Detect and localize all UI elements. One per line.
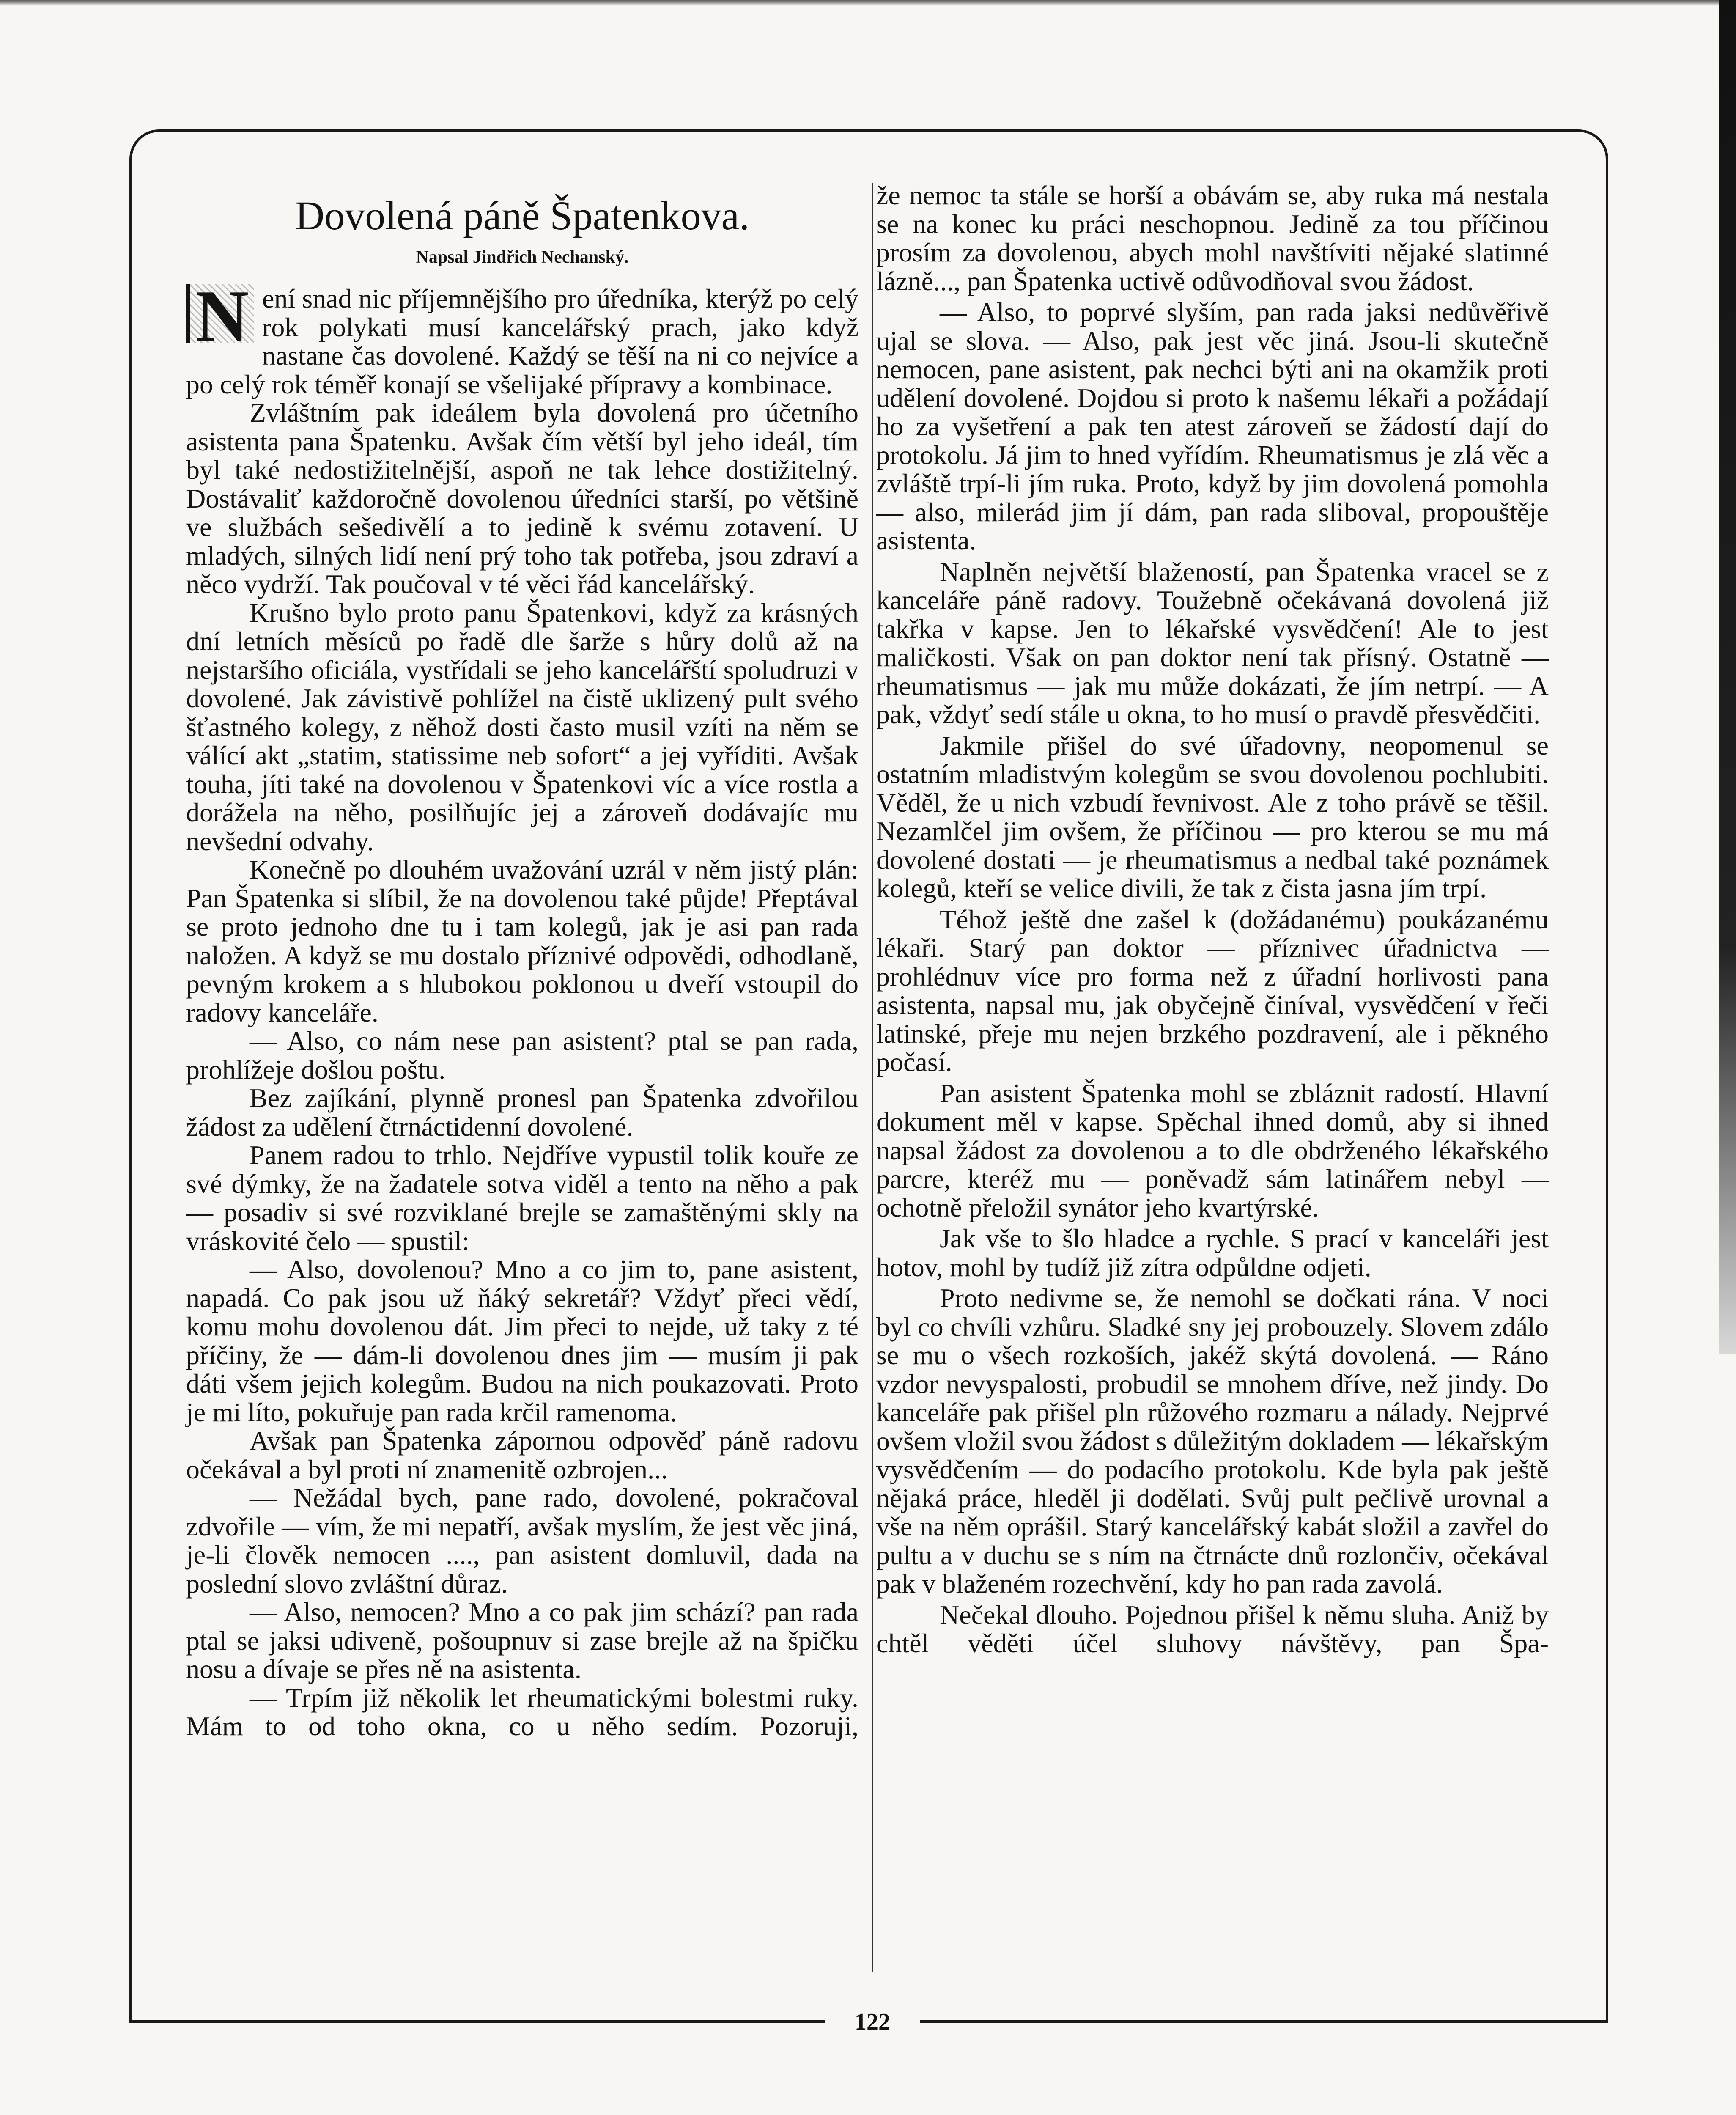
paragraph: — Also, co nám nese pan asistent? ptal se pan rada, prohlížeje došlou poštu. bbox=[186, 1026, 858, 1085]
paragraph: — Nežádal bych, pane rado, dovolené, pokračoval zdvořile — vím, že mi nepatří, avšak myslím, že jest věc jiná, je-li člověk nemocen ...., pan asistent domluvil, dada na poslední slovo zvláštní důraz. bbox=[186, 1483, 858, 1599]
paragraph: Jakmile přišel do své úřadovny, neopomenul se ostatním mladistvým kolegům se svou dovolenou pochlubiti. Věděl, že u nich vzbudí řevnivost. Ale z toho právě se těšil. Nezamlčel jim ovšem, že příčinou — pro kterou se mu má dovolené dostati — je rheumatismus a nedbal také poznámek kolegů, kteří se velice divili, že tak z čista jasna jím trpí. bbox=[876, 730, 1549, 903]
paragraph: Téhož ještě dne zašel k (dožádanému) poukázanému lékaři. Starý pan doktor — příznivec úřadnictva — prohlédnuv více pro forma než z úřadní horlivosti pana asistenta, napsal mu, jak obyčejně činíval, vysvědčení v řeči latinské, přeje mu nejen brzkého pozdravení, ale i pěkného počasí. bbox=[876, 904, 1549, 1077]
column-divider bbox=[872, 183, 873, 1972]
page-number: 122 bbox=[825, 2007, 920, 2037]
paragraph: Naplněn největší blažeností, pan Špatenka vracel se z kanceláře páně radovy. Toužebně očekávaná dovolená již takřka v kapse. Jen to lékařské vysvědčení! Ale to jest maličkosti. Však on pan doktor není tak přísný. Ostatně — rheumatismus — jak mu může dokázati, že jím netrpí. — A pak, vždyť sedí stále u okna, to ho musí o pravdě přesvědčiti. bbox=[876, 556, 1549, 729]
paragraph: Panem radou to trhlo. Nejdříve vypustil tolik kouře ze své dýmky, že na žadatele sotva viděl a tento na něho a pak — posadiv si své rozviklané brejle se zamaštěnými skly na vráskovité čelo — spustil: bbox=[186, 1140, 858, 1256]
paragraph: Pan asistent Špatenka mohl se zbláznit radostí. Hlavní dokument měl v kapse. Spěchal ihned domů, aby si ihned napsal žádost za dovolenou a to dle obdrženého lékařského parcre, kteréž mu — poněvadž sám latinářem nebyl — ochotně přeložil synátor jeho kvartýrské. bbox=[876, 1078, 1549, 1222]
paragraph: Jak vše to šlo hladce a rychle. S prací v kanceláři jest hotov, mohl by tudíž již zítra odpůldne odjeti. bbox=[876, 1223, 1549, 1282]
article-byline: Napsal Jindřich Nechanský. bbox=[416, 247, 629, 267]
article-title: Dovolená páně Špatenkova. bbox=[295, 193, 750, 238]
left-column bbox=[186, 275, 858, 1741]
paragraph: Avšak pan Špatenka zápornou odpověď páně radovu očekával a byl proti ní znamenitě ozbrojen... bbox=[186, 1426, 858, 1484]
scan-edge-right bbox=[1719, 0, 1736, 1354]
right-column bbox=[876, 181, 1549, 1658]
paragraph: Zvláštním pak ideálem byla dovolená pro účetního asistenta pana Špatenku. Avšak čím větší byl jeho ideál, tím byl také nedostižitelnější, aspoň ne tak lehce dostižitelný. Dostávaliť každoročně dovolenou úředníci starší, po většině ve službách sešedivělí a to jedině k svému zotavení. U mladých, silných lidí není prý toho tak potřeba, jsou zdraví a něco vydrží. Tak poučoval v té věci řád kancelářský. bbox=[186, 398, 858, 599]
paragraph: — Trpím již několik let rheumatickými bolestmi ruky. Mám to od toho okna, co u něho sedím. Pozoruji, bbox=[186, 1682, 858, 1741]
paragraph: Proto nedivme se, že nemohl se dočkati rána. V noci byl co chvíli vzhůru. Sladké sny jej probouzely. Slovem zdálo se mu o všech rozkoších, jakéž skýtá dovolená. — Ráno vzdor nevyspalosti, probudil se mnohem dříve, než jindy. Do kanceláře pak přišel pln růžového rozmaru a nálady. Nejprvé ovšem vložil svou žádost s důležitým dokladem — lékařským vysvědčením — do podacího protokolu. Kde byla pak ještě nějaká práce, hleděl ji dodělati. Svůj pult pečlivě urovnal a vše na něm oprášil. Starý kancelářský kabát složil a zavřel do pultu a v duchu se s ním na čtrnácte dnů rozlončiv, očekával pak v blaženém rozechvění, kdy ho pan rada zavolá. bbox=[876, 1283, 1549, 1599]
paragraph: Konečně po dlouhém uvažování uzrál v něm jistý plán: Pan Špatenka si slíbil, že na dovolenou také půjde! Přeptával se proto jednoho dne tu i tam kolegů, jak je asi pan rada naložen. A když se mu dostalo příznivé odpovědi, odhodlaně, pevným krokem a s hlubokou poklonou u dveří vstoupil do radovy kanceláře. bbox=[186, 854, 858, 1027]
paragraph: ení snad nic příjemnějšího pro úředníka, kterýž po celý rok polykati musí kancelářský prach, jako když nastane čas dovolené. Každý se těší na ni co nejvíce a po celý rok téměř konají se všelijaké přípravy a kombinace. bbox=[186, 283, 858, 399]
paragraph: — Also, nemocen? Mno a co pak jim schází? pan rada ptal se jaksi udiveně, pošoupnuv si zase brejle až na špičku nosu a dívaje se přes ně na asistenta. bbox=[186, 1597, 858, 1684]
paragraph: že nemoc ta stále se horší a obávám se, aby ruka má nestala se na konec ku práci neschopnou. Jedině za tou příčinou prosím za dovolenou, abych mohl navštíviti nějaké slatinné lázně..., pan Špatenka uctivě odůvodňoval svou žádost. bbox=[876, 180, 1549, 296]
paragraph: — Also, dovolenou? Mno a co jim to, pane asistent, napadá. Co pak jsou už ňáký sekretář? Vždyť přeci vědí, komu mohu dovolenou dát. Jim přeci to nejde, už taky z té příčiny, že — dám-li dovolenou dnes jim — musím ji pak dáti všem jejich kolegům. Budou na nich poukazovati. Proto je mi líto, pokuřuje pan rada krčil ramenoma. bbox=[186, 1254, 858, 1427]
paragraph: Krušno bylo proto panu Špatenkovi, když za krásných dní letních měsíců po řadě dle šarže s hůry dolů až na nejstaršího oficiála, vystřídali se jeho kancelářští spoludruzi v dovolené. Jak závistivě pohlížel na čistě uklizený pult svého šťastného kolegy, z něhož dosti často musil vzíti na něm se válící akt „statim, statissime neb sofort“ a jej vyříditi. Avšak touha, jíti také na dovolenou v Špatenkovi víc a více rostla a dorážela na něho, posilňujíc jej a zároveň dodávajíc mu nevšední odvahy. bbox=[186, 597, 858, 856]
paragraph: Nečekal dlouho. Pojednou přišel k němu sluha. Aniž by chtěl věděti účel sluhovy návštěvy, pan Špa- bbox=[876, 1599, 1549, 1658]
scan-edge-top bbox=[0, 0, 1736, 6]
drop-cap: N bbox=[186, 284, 254, 343]
paragraph: — Also, to poprvé slyším, pan rada jaksi nedůvěřivě ujal se slova. — Also, pak jest věc jiná. Jsou-li skutečně nemocen, pane asistent, pak nechci býti ani na okamžik proti udělení dovolené. Dojdou si proto k našemu lékaři a požádají ho za vyšetření a pak ten atest zároveň se žádostí dají do protokolu. Já jim to hned vyřídím. Rheumatismus je zlá věc a zvláště trpí-li jím ruka. Proto, když by jim dovolená pomohla — also, milerád jim jí dám, pan rada sliboval, propouštěje asistenta. bbox=[876, 297, 1549, 555]
paragraph: Bez zajíkání, plynně pronesl pan Špatenka zdvořilou žádost za udělení čtrnáctidenní dovolené. bbox=[186, 1083, 858, 1142]
